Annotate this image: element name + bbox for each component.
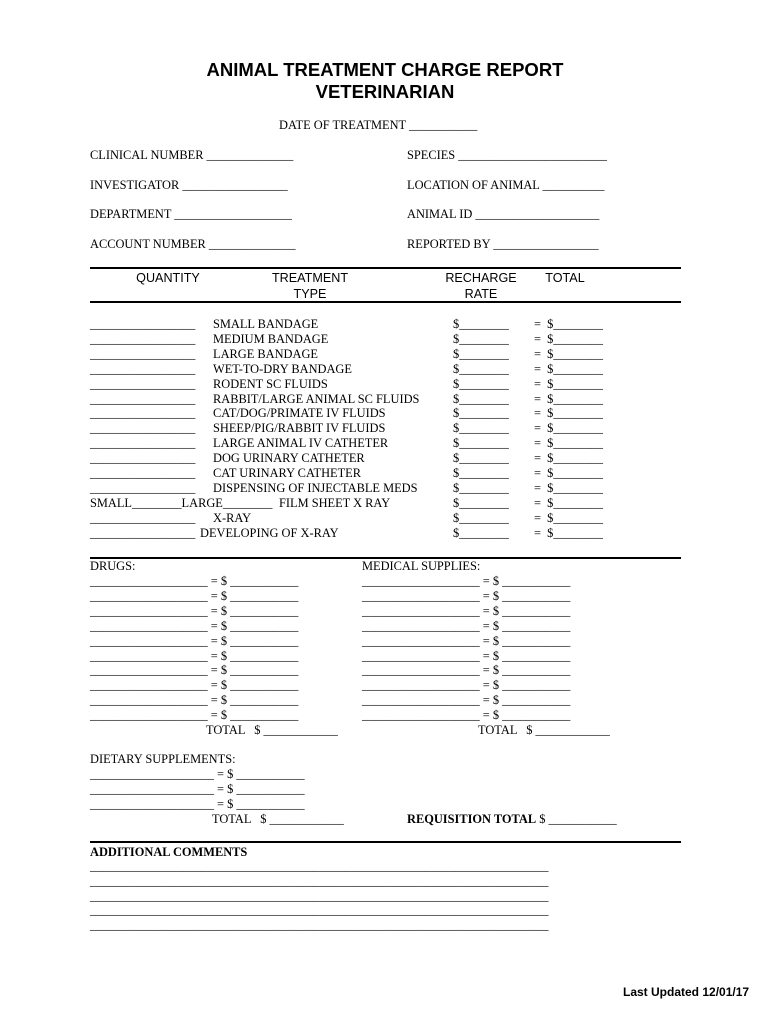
treatment-type-label: FILM SHEET X RAY <box>279 495 391 510</box>
treatment-type-label: MEDIUM BANDAGE <box>213 331 329 346</box>
drug-line: ___________________ = $ ___________ <box>90 574 299 588</box>
treatment-quantity-blank: _________________ <box>90 451 196 466</box>
treatment-quantity-blank: SMALL________LARGE________ <box>90 495 273 510</box>
additional-comments-label: ADDITIONAL COMMENTS <box>90 845 248 859</box>
requisition-total-label: REQUISITION TOTAL <box>407 812 537 826</box>
comment-line: __________________________________________________________________________ <box>90 918 549 933</box>
treatment-quantity-blank: _________________ <box>90 406 196 421</box>
treatment-quantity-blank: _________________ <box>90 525 196 540</box>
row-total-blank: = $________ <box>534 346 603 361</box>
treatment-type-label: LARGE ANIMAL IV CATHETER <box>213 436 389 451</box>
comment-line: __________________________________________________________________________ <box>90 888 549 903</box>
medical-supply-line: ___________________ = $ ___________ <box>362 603 571 618</box>
row-total-blank: = $________ <box>534 436 603 451</box>
medical-supplies-label: MEDICAL SUPPLIES: <box>362 559 481 573</box>
comments-top-rule <box>90 841 681 843</box>
row-total-blank: = $________ <box>534 510 603 525</box>
medical-supply-line: ___________________ = $ ___________ <box>362 648 571 663</box>
treatment-type-label: SMALL BANDAGE <box>213 317 319 331</box>
treatment-type-label: CAT/DOG/PRIMATE IV FLUIDS <box>213 406 386 421</box>
treatment-header-line2: TYPE <box>293 287 327 301</box>
dietary-supplement-line: ____________________ = $ ___________ <box>90 797 305 811</box>
dietary-supplements-label: DIETARY SUPPLEMENTS: <box>90 752 236 766</box>
medical-supply-line: ___________________ = $ ___________ <box>362 633 571 648</box>
total-header: TOTAL <box>545 271 585 285</box>
species-field: SPECIES ________________________ <box>407 148 607 162</box>
treatment-quantity-blank: _________________ <box>90 480 196 495</box>
treatment-type-label: DEVELOPING OF X-RAY <box>200 525 339 540</box>
recharge-rate-blank: $________ <box>453 391 509 406</box>
recharge-header-line2: RATE <box>464 287 498 301</box>
account-number-field: ACCOUNT NUMBER ______________ <box>90 237 296 251</box>
animal-id-field: ANIMAL ID ____________________ <box>407 207 600 221</box>
recharge-rate-blank: $________ <box>453 436 509 451</box>
medical-supply-line: ___________________ = $ ___________ <box>362 693 571 708</box>
treatment-type-label: RODENT SC FLUIDS <box>213 376 328 391</box>
medical-supply-line: ___________________ = $ ___________ <box>362 618 571 633</box>
treatment-quantity-blank: _________________ <box>90 376 196 391</box>
row-total-blank: = $________ <box>534 406 603 421</box>
treatment-quantity-blank: _________________ <box>90 421 196 436</box>
treatment-quantity-blank: _________________ <box>90 361 196 376</box>
treatment-header-line1: TREATMENT <box>271 271 349 285</box>
recharge-rate-blank: $________ <box>453 346 509 361</box>
dietary-supplements-total: TOTAL $ ____________ <box>212 812 344 826</box>
treatment-quantity-blank: _________________ <box>90 391 196 406</box>
recharge-rate-blank: $________ <box>453 466 509 480</box>
date-of-treatment-field: DATE OF TREATMENT ___________ <box>279 118 478 132</box>
row-total-blank: = $________ <box>534 361 603 376</box>
comment-line: __________________________________________________________________________ <box>90 903 549 918</box>
recharge-rate-blank: $________ <box>453 331 509 346</box>
header-bottom-rule <box>90 301 681 303</box>
row-total-blank: = $________ <box>534 317 603 331</box>
reported-by-field: REPORTED BY _________________ <box>407 237 599 251</box>
recharge-rate-blank: $________ <box>453 480 509 495</box>
recharge-rate-blank: $________ <box>453 361 509 376</box>
comment-line: __________________________________________________________________________ <box>90 859 549 873</box>
treatment-type-label: CAT URINARY CATHETER <box>213 466 362 480</box>
drug-line: ___________________ = $ ___________ <box>90 663 299 678</box>
treatment-quantity-blank: _________________ <box>90 510 196 525</box>
treatment-quantity-blank: _________________ <box>90 317 196 331</box>
drugs-label: DRUGS: <box>90 559 136 573</box>
requisition-total-value: $ ___________ <box>536 812 617 826</box>
investigator-field: INVESTIGATOR _________________ <box>90 178 288 192</box>
medical-supply-line: ___________________ = $ ___________ <box>362 708 571 723</box>
comment-line: __________________________________________________________________________ <box>90 873 549 888</box>
drug-line: ___________________ = $ ___________ <box>90 693 299 708</box>
drug-line: ___________________ = $ ___________ <box>90 678 299 693</box>
drugs-total: TOTAL $ ____________ <box>206 723 338 737</box>
last-updated-footer: Last Updated 12/01/17 <box>623 985 750 999</box>
recharge-header-line1: RECHARGE <box>445 271 517 285</box>
drug-line: ___________________ = $ ___________ <box>90 708 299 723</box>
row-total-blank: = $________ <box>534 525 603 540</box>
recharge-rate-blank: $________ <box>453 525 509 540</box>
page-subtitle: VETERINARIAN <box>315 81 455 102</box>
drug-line: ___________________ = $ ___________ <box>90 618 299 633</box>
treatment-quantity-blank: _________________ <box>90 466 196 480</box>
treatment-type-label: DOG URINARY CATHETER <box>213 451 365 466</box>
row-total-blank: = $________ <box>534 466 603 480</box>
row-total-blank: = $________ <box>534 451 603 466</box>
clinical-number-field: CLINICAL NUMBER ______________ <box>90 148 294 162</box>
treatment-type-label: DISPENSING OF INJECTABLE MEDS <box>213 480 418 495</box>
treatment-type-label: X-RAY <box>213 510 252 525</box>
medical-supplies-total: TOTAL $ ____________ <box>478 723 610 737</box>
row-total-blank: = $________ <box>534 376 603 391</box>
recharge-rate-blank: $________ <box>453 451 509 466</box>
treatment-quantity-blank: _________________ <box>90 331 196 346</box>
dietary-supplement-line: ____________________ = $ ___________ <box>90 767 305 781</box>
department-field: DEPARTMENT ___________________ <box>90 207 292 221</box>
recharge-rate-blank: $________ <box>453 510 509 525</box>
treatment-type-label: SHEEP/PIG/RABBIT IV FLUIDS <box>213 421 386 436</box>
row-total-blank: = $________ <box>534 391 603 406</box>
recharge-rate-blank: $________ <box>453 376 509 391</box>
treatment-type-label: RABBIT/LARGE ANIMAL SC FLUIDS <box>213 391 420 406</box>
drug-line: ___________________ = $ ___________ <box>90 588 299 603</box>
page-title: ANIMAL TREATMENT CHARGE REPORT <box>206 59 564 80</box>
treatment-quantity-blank: _________________ <box>90 346 196 361</box>
recharge-rate-blank: $________ <box>453 317 509 331</box>
medical-supply-line: ___________________ = $ ___________ <box>362 574 571 588</box>
row-total-blank: = $________ <box>534 331 603 346</box>
quantity-header: QUANTITY <box>136 271 200 285</box>
medical-supply-line: ___________________ = $ ___________ <box>362 588 571 603</box>
medical-supply-line: ___________________ = $ ___________ <box>362 663 571 678</box>
drug-line: ___________________ = $ ___________ <box>90 633 299 648</box>
row-total-blank: = $________ <box>534 421 603 436</box>
row-total-blank: = $________ <box>534 495 603 510</box>
dietary-supplement-line: ____________________ = $ ___________ <box>90 782 305 796</box>
requisition-total <box>407 812 617 827</box>
medical-supply-line: ___________________ = $ ___________ <box>362 678 571 693</box>
recharge-rate-blank: $________ <box>453 421 509 436</box>
recharge-rate-blank: $________ <box>453 406 509 421</box>
row-total-blank: = $________ <box>534 480 603 495</box>
header-top-rule <box>90 267 681 269</box>
treatment-quantity-blank: _________________ <box>90 436 196 451</box>
treatment-type-label: WET-TO-DRY BANDAGE <box>213 361 352 376</box>
treatment-type-label: LARGE BANDAGE <box>213 346 318 361</box>
drug-line: ___________________ = $ ___________ <box>90 603 299 618</box>
drug-line: ___________________ = $ ___________ <box>90 648 299 663</box>
recharge-rate-blank: $________ <box>453 495 509 510</box>
location-of-animal-field: LOCATION OF ANIMAL __________ <box>407 178 605 192</box>
